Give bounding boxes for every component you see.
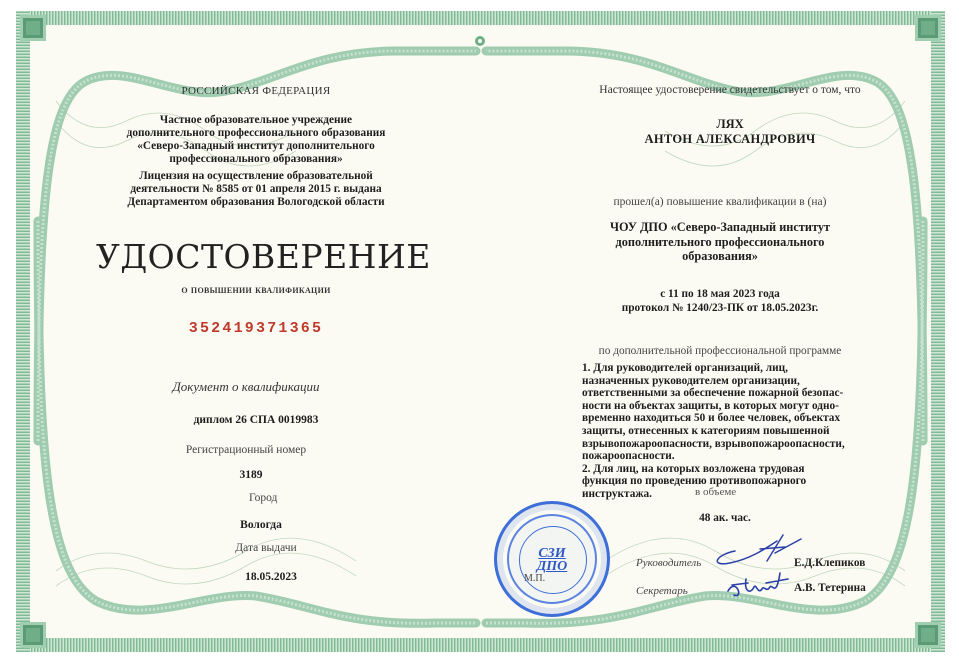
program-line: назначенных руководителем организации, — [582, 374, 800, 387]
right-page — [480, 11, 945, 652]
secretary-name: А.В. Тетерина — [794, 582, 866, 594]
document-title: УДОСТОВЕРЕНИЕ — [96, 237, 431, 276]
secretary-signature-icon — [722, 569, 792, 603]
head-signature-icon — [705, 531, 805, 571]
holder-surname: ЛЯХ — [716, 117, 744, 131]
document-subtitle: о повышении квалификации — [181, 284, 331, 296]
country-label: РОССИЙСКАЯ ФЕДЕРАЦИЯ — [181, 85, 331, 97]
license-line: деятельности № 8585 от 01 апреля 2015 г. выдана — [130, 183, 382, 195]
program-line: взрывопожароопасности, взрывопожароопасности, — [582, 437, 845, 450]
program-line: временно находиться 50 и более человек, объектах — [582, 412, 841, 425]
serial-number: 352419371365 — [188, 320, 324, 337]
seal-logo — [497, 547, 607, 573]
issue-date-label: Дата выдачи — [235, 542, 297, 554]
program-line: функция по проведению противопожарного — [582, 475, 807, 488]
license-info — [106, 170, 406, 209]
secretary-role-label: Секретарь — [636, 585, 688, 597]
org-line: «Северо-Западный институт дополнительного — [137, 140, 375, 152]
head-role-label: Руководитель — [636, 557, 702, 569]
volume-label: в объеме — [695, 486, 737, 498]
org-line: Частное образовательное учреждение — [159, 114, 353, 126]
issue-date: 18.05.2023 — [245, 571, 297, 583]
organization-name — [106, 114, 406, 166]
school-name — [555, 220, 885, 264]
holder-name: АНТОН АЛЕКСАНДРОВИЧ — [644, 132, 816, 146]
left-page — [16, 11, 480, 652]
org-line: дополнительного профессионального образования — [126, 127, 386, 139]
program-line: защиты, отнесенных к категориям повышенной — [582, 424, 830, 437]
document-label: Документ о квалификации — [172, 379, 320, 394]
program-label: по дополнительной профессиональной программе — [598, 345, 842, 357]
program-line: инструктажа. — [582, 487, 653, 500]
passed-label: прошел(а) повышение квалификации в (на) — [613, 196, 827, 208]
program-line: пожароопасности. — [582, 450, 675, 463]
program-line: ответственными за обеспечение пожарной безопас- — [582, 387, 844, 400]
school-line: образования» — [682, 249, 758, 263]
stamp-place-label: М.П. — [524, 573, 546, 584]
certificate — [16, 11, 945, 652]
seal-logo-top: СЗИ — [538, 546, 566, 561]
stamp-seal — [494, 501, 610, 617]
protocol-line: протокол № 1240/23-ПК от 18.05.2023г. — [621, 301, 819, 314]
registration-label: Регистрационный номер — [185, 444, 307, 456]
certificate-intro: Настоящее удостоверение свидетельствует о том, что — [599, 84, 861, 96]
program-line: ности на объектах защиты, в которых могут одно- — [582, 399, 839, 412]
seal-logo-bottom: ДПО — [536, 559, 568, 574]
license-line: Лицензия на осуществление образовательной — [139, 170, 373, 182]
city-label: Город — [249, 492, 278, 504]
license-line: Департаментом образования Вологодской области — [127, 196, 385, 208]
period-line: с 11 по 18 мая 2023 года — [660, 288, 780, 300]
school-line: ЧОУ ДПО «Северо-Западный институт — [609, 220, 831, 234]
program-description — [582, 362, 882, 501]
program-line: 2. Для лиц, на которых возложена трудовая — [582, 462, 805, 475]
training-period — [560, 288, 880, 315]
diploma-number: диплом 26 СПА 0019983 — [193, 414, 319, 426]
program-line: 1. Для руководителей организаций, лиц, — [582, 362, 788, 374]
school-line: дополнительного профессионального — [615, 234, 825, 249]
head-name: Е.Д.Клепиков — [794, 557, 866, 569]
city-value: Вологда — [240, 519, 282, 531]
registration-number: 3189 — [239, 469, 263, 481]
org-line: профессионального образования» — [169, 153, 343, 165]
hours-value: 48 ак. час. — [699, 512, 751, 524]
